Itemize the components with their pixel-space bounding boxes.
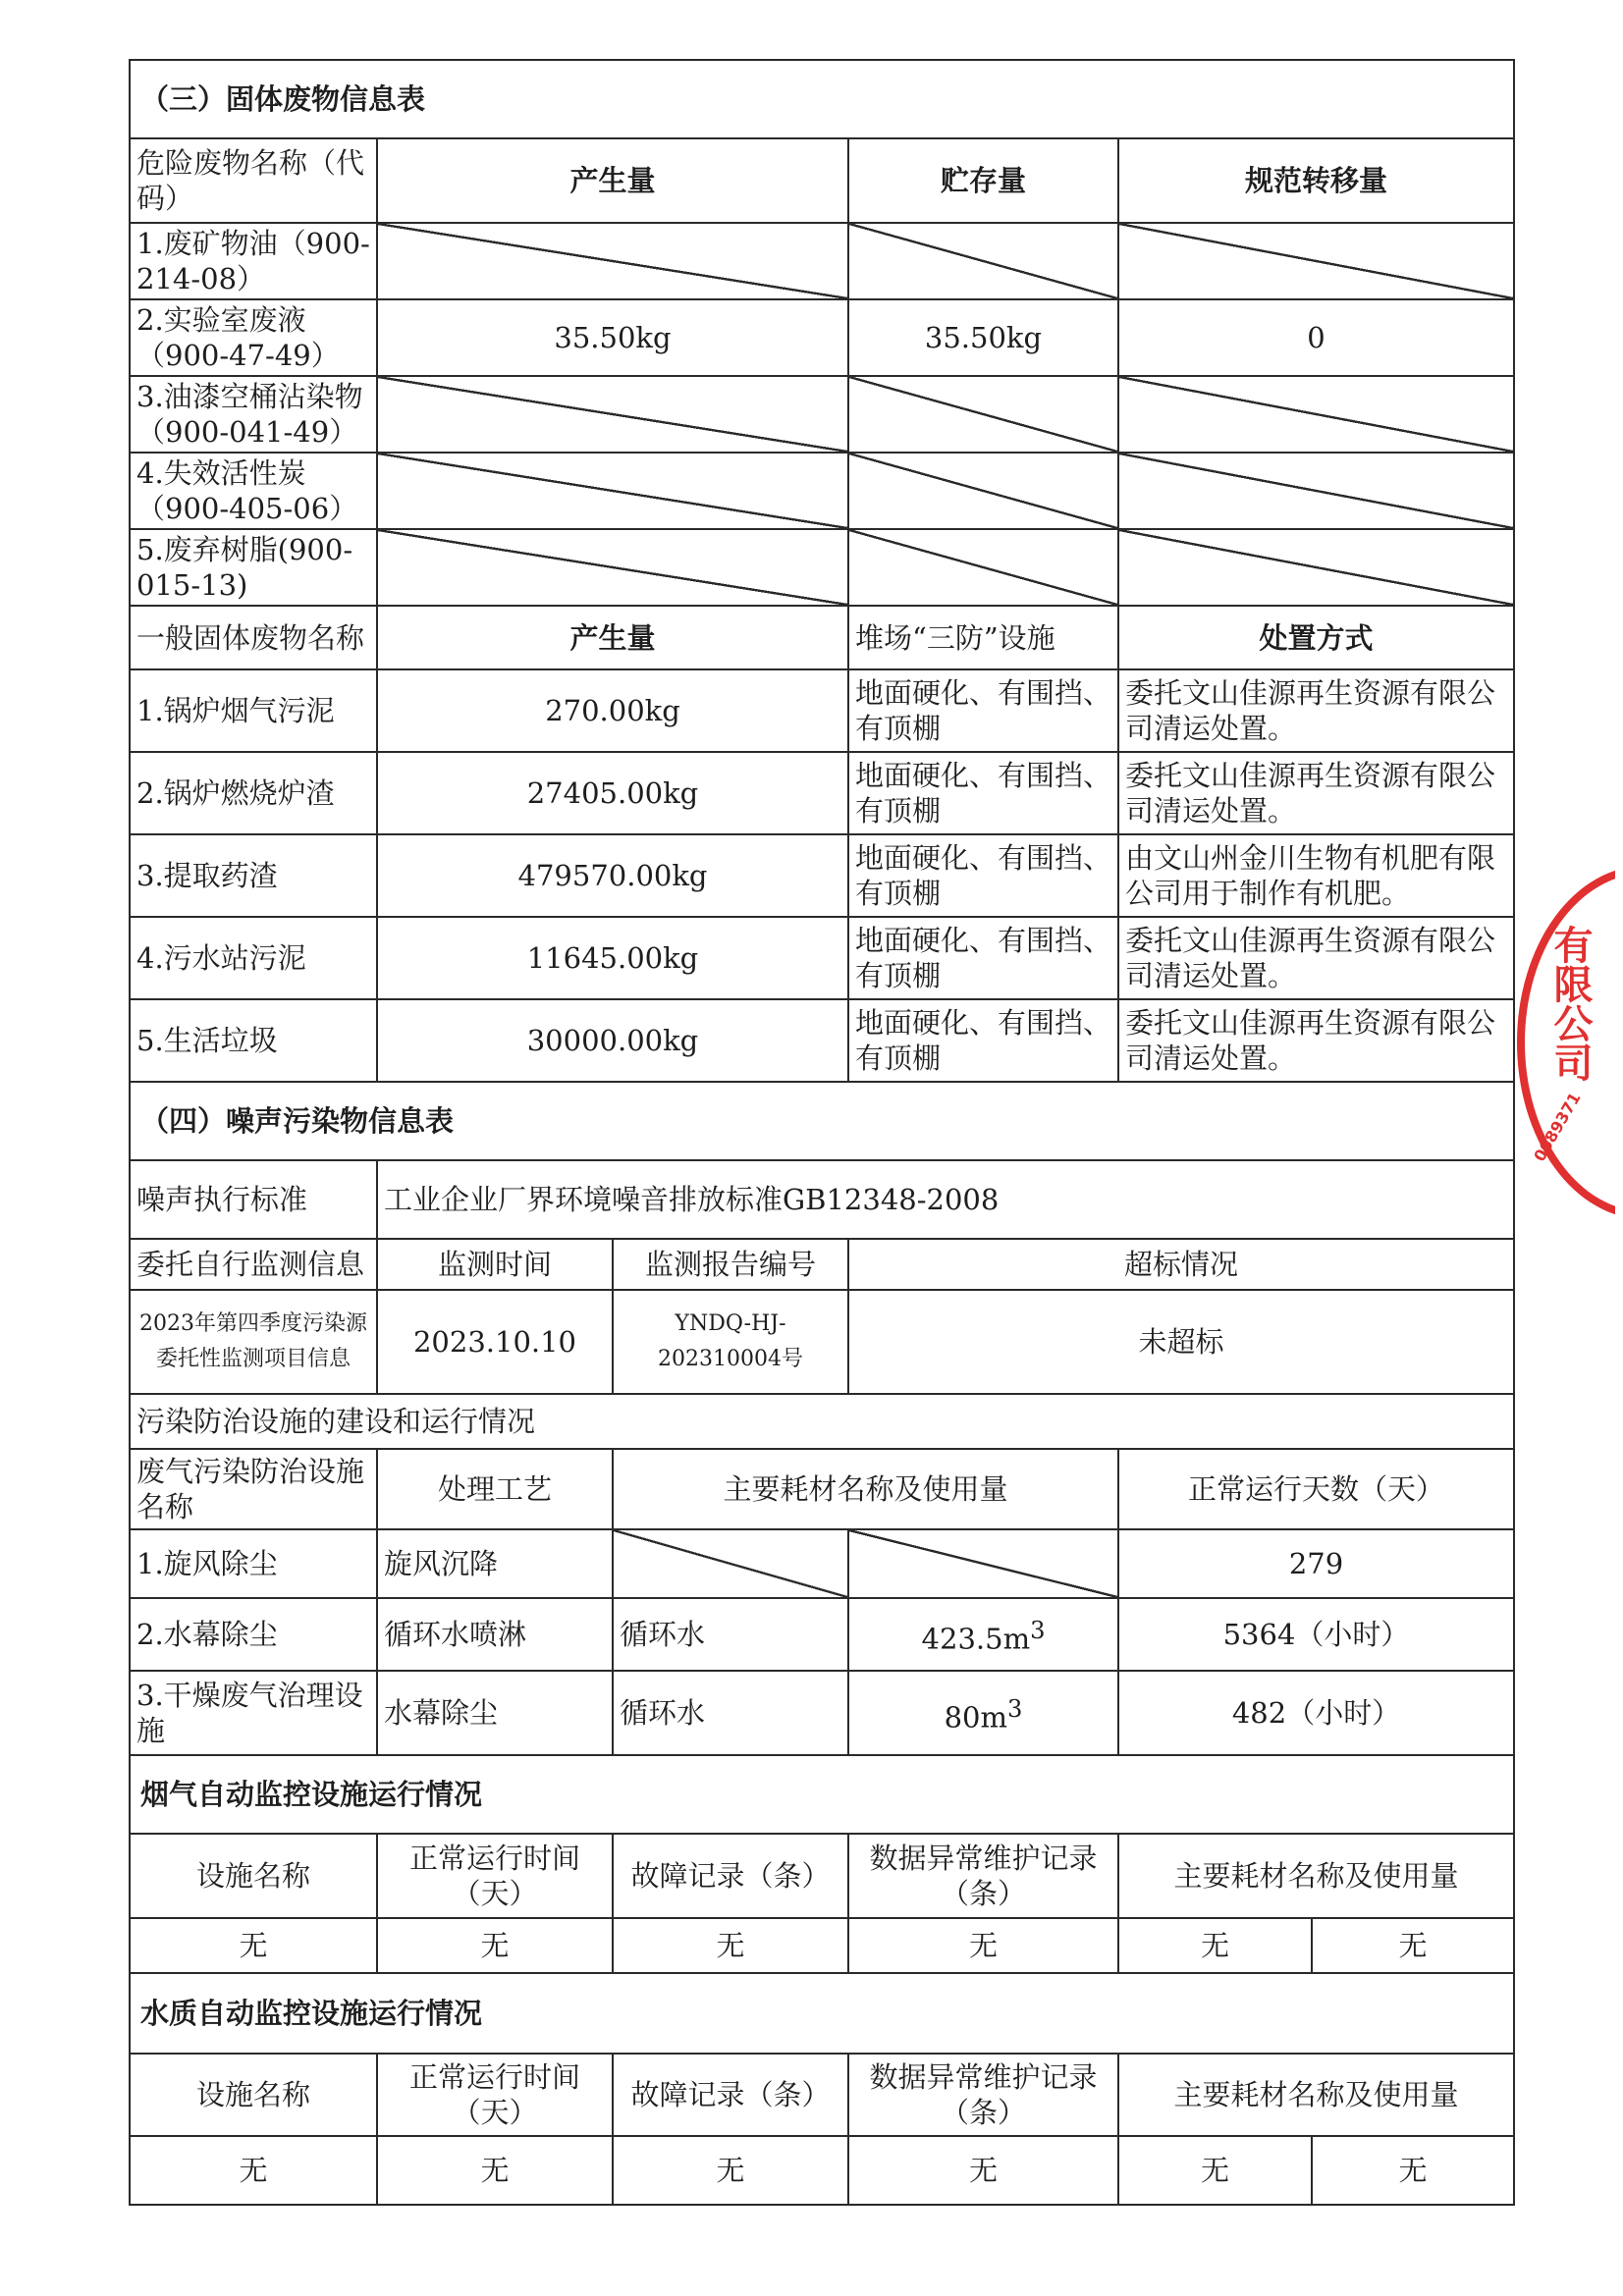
table-header-row (130, 138, 1514, 223)
monitor-report-no: YNDQ-HJ-202310004号 (613, 1290, 848, 1394)
column-header: 设施名称 (130, 2054, 377, 2136)
value-cell: 无 (130, 1918, 377, 1973)
empty-cell-diagonal (848, 223, 1118, 299)
produced-value: 270.00kg (377, 669, 848, 752)
table-header-row (130, 1834, 1514, 1918)
table-row (130, 1918, 1514, 1973)
empty-cell-diagonal (1118, 453, 1514, 529)
section-row (130, 1973, 1514, 2054)
value-cell: 无 (1118, 2136, 1312, 2205)
column-header: 监测时间 (377, 1239, 613, 1290)
value-cell: 无 (1312, 1918, 1514, 1973)
column-header: 危险废物名称（代码） (130, 138, 377, 223)
empty-cell-diagonal (1118, 529, 1514, 606)
column-header: 废气污染防治设施名称 (130, 1449, 377, 1529)
disposal-value: 委托文山佳源再生资源有限公司清运处置。 (1118, 999, 1514, 1082)
table-row (130, 376, 1514, 453)
section-title: 烟气自动监控设施运行情况 (130, 1755, 1514, 1834)
produced-value: 35.50kg (377, 299, 848, 376)
monitor-project: 2023年第四季度污染源委托性监测项目信息 (130, 1290, 377, 1394)
column-header: 正常运行天数（天） (1118, 1449, 1514, 1529)
standard-value: 工业企业厂界环境噪音排放标准GB12348-2008 (377, 1160, 1514, 1239)
waste-name: 2.锅炉燃烧炉渣 (130, 752, 377, 834)
empty-cell-diagonal (377, 453, 848, 529)
table-row (130, 752, 1514, 834)
consumable-material: 循环水 (613, 1671, 848, 1755)
column-header: 堆场“三防”设施 (848, 606, 1118, 669)
facility-name: 2.水幕除尘 (130, 1598, 377, 1671)
table-row (130, 223, 1514, 299)
consumable-amount: 423.5m (921, 1622, 1031, 1656)
empty-cell-diagonal (848, 529, 1118, 606)
unit-exponent: 3 (1030, 1616, 1046, 1644)
value-cell: 无 (613, 2136, 848, 2205)
run-days: 279 (1118, 1529, 1514, 1598)
table-row (130, 834, 1514, 917)
table-row (130, 453, 1514, 529)
seal-text: 有限公司 (1547, 925, 1593, 1082)
table-row (130, 1160, 1514, 1239)
facility-value: 地面硬化、有围挡、有顶棚 (848, 834, 1118, 917)
waste-name: 3.提取药渣 (130, 834, 377, 917)
section-row (130, 60, 1514, 138)
facility-process: 水幕除尘 (377, 1671, 613, 1755)
transferred-value: 0 (1118, 299, 1514, 376)
waste-name: 5.废弃树脂(900-015-13) (130, 529, 377, 606)
column-header: 贮存量 (848, 138, 1118, 223)
table-row (130, 1529, 1514, 1598)
empty-cell-diagonal (1118, 376, 1514, 453)
table-row (130, 529, 1514, 606)
consumable-material: 循环水 (613, 1598, 848, 1671)
produced-value: 27405.00kg (377, 752, 848, 834)
column-header: 规范转移量 (1118, 138, 1514, 223)
facility-value: 地面硬化、有围挡、有顶棚 (848, 999, 1118, 1082)
table-row (130, 1671, 1514, 1755)
column-header: 主要耗材名称及使用量 (1118, 2054, 1514, 2136)
unit-exponent: 3 (1007, 1694, 1023, 1723)
table-row (130, 1290, 1514, 1394)
section-title: （三）固体废物信息表 (130, 60, 1514, 138)
table-row (130, 299, 1514, 376)
value-cell: 无 (377, 1918, 613, 1973)
value-cell: 无 (848, 2136, 1118, 2205)
value-cell: 无 (130, 2136, 377, 2205)
column-header: 产生量 (377, 606, 848, 669)
produced-value: 479570.00kg (377, 834, 848, 917)
column-header: 处理工艺 (377, 1449, 613, 1529)
column-header: 数据异常维护记录（条） (848, 2054, 1118, 2136)
facility-process: 旋风沉降 (377, 1529, 613, 1598)
consumable-amount-cell (848, 1671, 1118, 1755)
disposal-value: 委托文山佳源再生资源有限公司清运处置。 (1118, 669, 1514, 752)
waste-name: 1.锅炉烟气污泥 (130, 669, 377, 752)
empty-cell-diagonal (848, 1529, 1118, 1598)
consumable-amount-cell (848, 1598, 1118, 1671)
produced-value: 11645.00kg (377, 917, 848, 999)
table-header-row (130, 1449, 1514, 1529)
section-row (130, 1082, 1514, 1160)
exceed-status: 未超标 (848, 1290, 1514, 1394)
waste-name: 1.废矿物油（900-214-08） (130, 223, 377, 299)
section-row (130, 1394, 1514, 1449)
column-header: 故障记录（条） (613, 2054, 848, 2136)
column-header: 一般固体废物名称 (130, 606, 377, 669)
disposal-value: 委托文山佳源再生资源有限公司清运处置。 (1118, 917, 1514, 999)
disposal-value: 委托文山佳源再生资源有限公司清运处置。 (1118, 752, 1514, 834)
column-header: 主要耗材名称及使用量 (1118, 1834, 1514, 1918)
value-cell: 无 (613, 1918, 848, 1973)
consumable-amount: 80m (944, 1700, 1008, 1735)
empty-cell-diagonal (848, 453, 1118, 529)
empty-cell-diagonal (377, 376, 848, 453)
column-header: 正常运行时间（天） (377, 1834, 613, 1918)
empty-cell-diagonal (1118, 223, 1514, 299)
produced-value: 30000.00kg (377, 999, 848, 1082)
column-header: 设施名称 (130, 1834, 377, 1918)
column-header: 主要耗材名称及使用量 (613, 1449, 1118, 1529)
facility-value: 地面硬化、有围挡、有顶棚 (848, 669, 1118, 752)
column-header: 产生量 (377, 138, 848, 223)
empty-cell-diagonal (377, 223, 848, 299)
column-header: 正常运行时间（天） (377, 2054, 613, 2136)
standard-label: 噪声执行标准 (130, 1160, 377, 1239)
value-cell: 无 (848, 1918, 1118, 1973)
stored-value: 35.50kg (848, 299, 1118, 376)
info-table (129, 59, 1515, 2206)
facility-process: 循环水喷淋 (377, 1598, 613, 1671)
section-row (130, 1755, 1514, 1834)
section-title: 污染防治设施的建设和运行情况 (130, 1394, 1514, 1449)
table-row (130, 2136, 1514, 2205)
column-header: 数据异常维护记录（条） (848, 1834, 1118, 1918)
empty-cell-diagonal (613, 1529, 848, 1598)
facility-value: 地面硬化、有围挡、有顶棚 (848, 752, 1118, 834)
waste-name: 3.油漆空桶沾染物（900-041-49） (130, 376, 377, 453)
facility-name: 1.旋风除尘 (130, 1529, 377, 1598)
column-header: 处置方式 (1118, 606, 1514, 669)
run-days: 5364（小时） (1118, 1598, 1514, 1671)
table-header-row (130, 2054, 1514, 2136)
table-row (130, 917, 1514, 999)
table-header-row (130, 606, 1514, 669)
table-header-row (130, 1239, 1514, 1290)
value-cell: 无 (377, 2136, 613, 2205)
value-cell: 无 (1312, 2136, 1514, 2205)
section-title: 水质自动监控设施运行情况 (130, 1973, 1514, 2054)
section-title: （四）噪声污染物信息表 (130, 1082, 1514, 1160)
column-header: 监测报告编号 (613, 1239, 848, 1290)
table-row (130, 999, 1514, 1082)
table-row (130, 1598, 1514, 1671)
empty-cell-diagonal (377, 529, 848, 606)
empty-cell-diagonal (848, 376, 1118, 453)
value-cell: 无 (1118, 1918, 1312, 1973)
facility-name: 3.干燥废气治理设施 (130, 1671, 377, 1755)
waste-name: 5.生活垃圾 (130, 999, 377, 1082)
seal-number: 0089371 (1530, 1089, 1585, 1165)
monitor-time: 2023.10.10 (377, 1290, 613, 1394)
monitor-label: 委托自行监测信息 (130, 1239, 377, 1290)
facility-value: 地面硬化、有围挡、有顶棚 (848, 917, 1118, 999)
run-days: 482（小时） (1118, 1671, 1514, 1755)
column-header: 超标情况 (848, 1239, 1514, 1290)
column-header: 故障记录（条） (613, 1834, 848, 1918)
waste-name: 2.实验室废液（900-47-49） (130, 299, 377, 376)
waste-name: 4.失效活性炭（900-405-06） (130, 453, 377, 529)
table-row (130, 669, 1514, 752)
disposal-value: 由文山州金川生物有机肥有限公司用于制作有机肥。 (1118, 834, 1514, 917)
waste-name: 4.污水站污泥 (130, 917, 377, 999)
company-seal (1517, 866, 1615, 1219)
